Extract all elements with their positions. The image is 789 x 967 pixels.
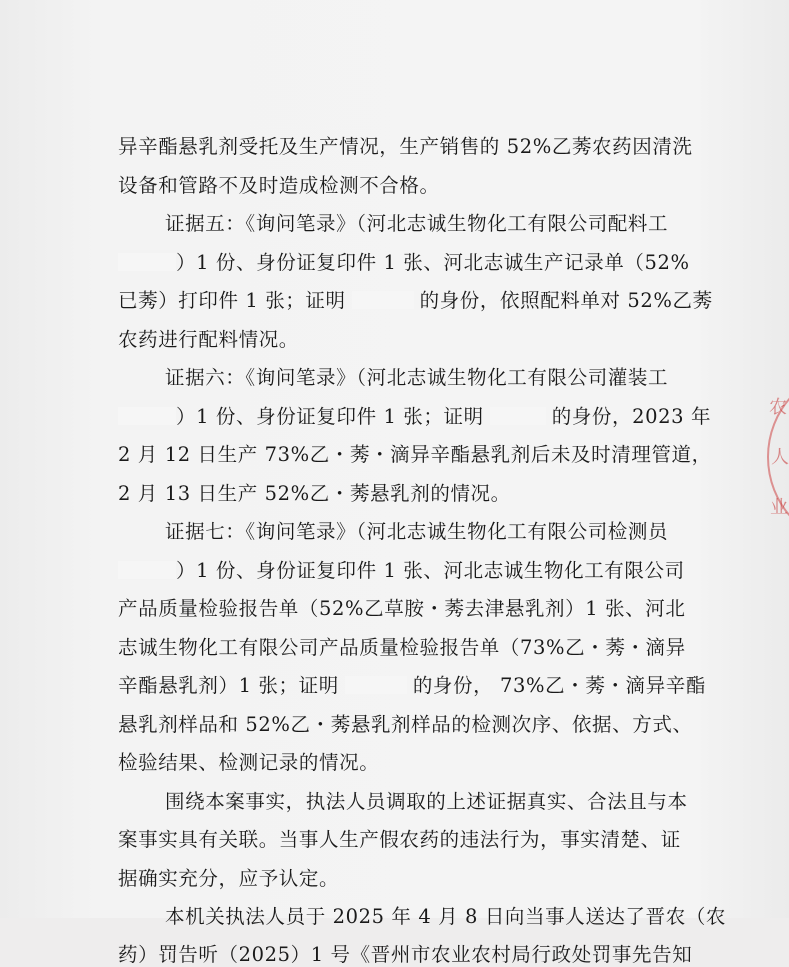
seal-char: 业 <box>770 497 788 518</box>
redacted-name <box>490 407 546 425</box>
text-line-8 <box>118 405 711 429</box>
redacted-name <box>118 407 176 425</box>
text-line-12 <box>118 559 685 583</box>
text-line-9: 2 月 12 日生产 73%乙・莠・滴异辛酯悬乳剂后未及时清理管道， <box>118 443 712 466</box>
text-line-8-part-a: ）1 份、身份证复印件 1 张；证明 <box>176 405 484 428</box>
text-line-5 <box>118 289 713 313</box>
text-line-1: 异辛酯悬乳剂受托及生产情况，生产销售的 52%乙莠农药因清洗 <box>118 135 693 158</box>
evidence-6-heading: 证据六：《询问笔录》（河北志诚生物化工有限公司灌装工 <box>165 366 669 389</box>
evidence-5-heading: 证据五：《询问笔录》（河北志诚生物化工有限公司配料工 <box>165 212 669 235</box>
evidence-7-heading: 证据七：《询问笔录》（河北志诚生物化工有限公司检测员 <box>165 520 669 543</box>
text-line-4 <box>118 251 690 275</box>
text-line-16: 悬乳剂样品和 52%乙・莠悬乳剂样品的检测次序、依据、方式、 <box>118 713 693 736</box>
text-line-13: 产品质量检验报告单（52%乙草胺・莠去津悬乳剂）1 张、河北 <box>118 597 686 620</box>
text-line-5-part-a: 已莠）打印件 1 张；证明 <box>118 289 346 312</box>
conclusion-line-3: 据确实充分，应予认定。 <box>118 867 340 890</box>
text-line-17: 检验结果、检测记录的情况。 <box>118 751 380 774</box>
conclusion-line-1: 围绕本案事实，执法人员调取的上述证据真实、合法且与本 <box>165 790 688 813</box>
text-line-14: 志诚生物化工有限公司产品质量检验报告单（73%乙・莠・滴异 <box>118 636 686 659</box>
text-line-2: 设备和管路不及时造成检测不合格。 <box>118 174 440 197</box>
redacted-name <box>118 561 176 579</box>
redacted-name <box>345 676 407 694</box>
text-line-15-part-b: 的身份， 73%乙・莠・滴异辛酯 <box>412 674 706 697</box>
notice-line-2: 药）罚告听（2025）1 号《晋州市农业农村局行政处罚事先告知 <box>118 943 693 966</box>
redacted-name <box>118 253 176 271</box>
text-line-10: 2 月 13 日生产 52%乙・莠悬乳剂的情况。 <box>118 482 511 505</box>
text-line-8-part-b: 的身份，2023 年 <box>551 405 712 428</box>
text-line-12-content: ）1 份、身份证复印件 1 张、河北志诚生物化工有限公司 <box>176 559 685 582</box>
seal-char: 人 <box>771 447 789 468</box>
seal-char: 农 <box>769 397 787 418</box>
text-line-15-part-a: 辛酯悬乳剂）1 张；证明 <box>118 674 339 697</box>
text-line-15 <box>118 674 706 698</box>
conclusion-line-2: 案事实具有关联。当事人生产假农药的违法行为，事实清楚、证 <box>118 828 681 851</box>
text-line-4-content: ）1 份、身份证复印件 1 张、河北志诚生产记录单（52% <box>176 251 690 274</box>
official-seal <box>761 360 789 550</box>
notice-line-1: 本机关执法人员于 2025 年 4 月 8 日向当事人送达了晋农（农 <box>165 905 727 928</box>
text-line-5-part-b: 的身份，依照配料单对 52%乙莠 <box>419 289 713 312</box>
text-line-6: 农药进行配料情况。 <box>118 328 299 351</box>
redacted-name <box>352 291 414 309</box>
